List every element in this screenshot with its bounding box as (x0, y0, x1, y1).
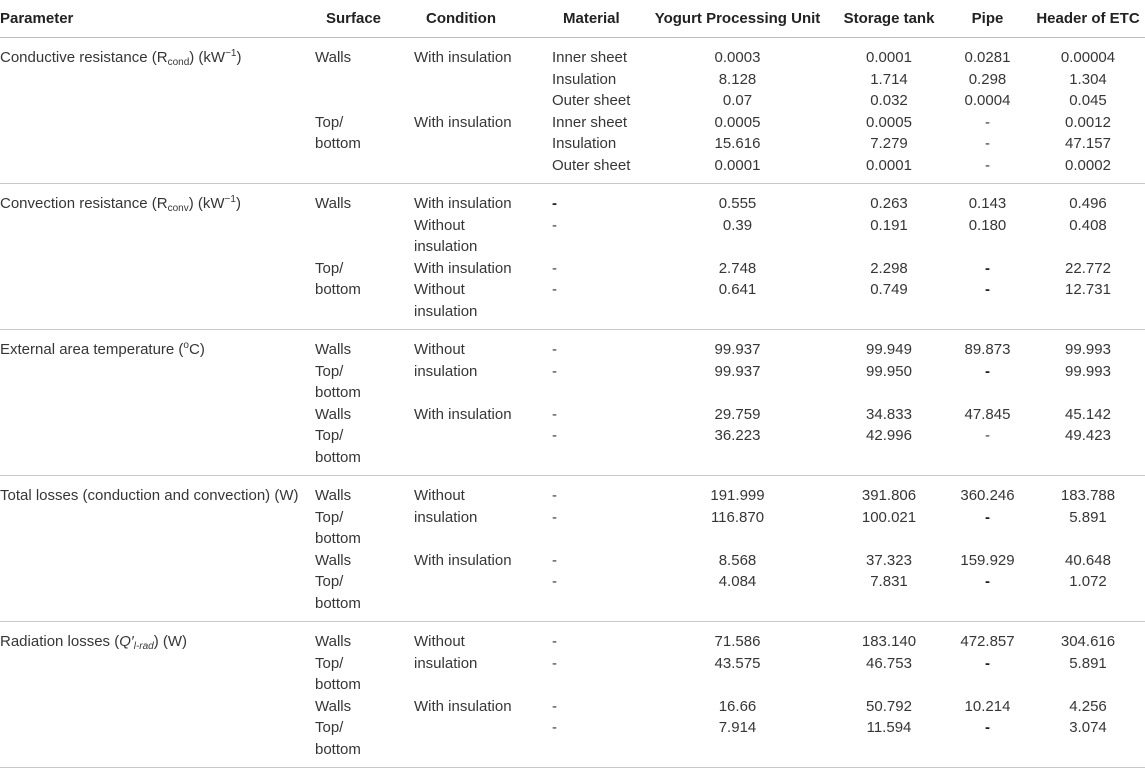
value-header-etc: 47.157 (1065, 135, 1111, 152)
value-header-etc: 40.648 (1065, 551, 1111, 569)
table-header-row (0, 0, 1145, 38)
surface-cell: Walls (315, 49, 352, 66)
parameter-text: External area temperature ( (0, 341, 184, 358)
surface-cell: Top/ bottom (315, 508, 361, 547)
section-convection-resistance (0, 184, 1145, 330)
value-yogurt-unit: 99.937 (714, 341, 761, 358)
header-header-of-etc: Header of ETC (1036, 10, 1140, 27)
condition-cell: Without insulation (414, 281, 478, 320)
value-pipe: - (985, 281, 990, 298)
material-cell: - (552, 573, 557, 590)
parameter-label: Total losses (conduction and convection) (W) (0, 487, 299, 504)
condition-cell: With insulation (414, 259, 512, 277)
value-header-etc: 99.993 (1065, 362, 1111, 380)
value-storage-tank: 7.279 (870, 135, 908, 152)
value-header-etc: 0.0002 (1065, 156, 1111, 174)
condition-cell: Without insulation (414, 487, 478, 526)
parameter-label (0, 47, 315, 69)
value-pipe: - (985, 573, 990, 590)
surface-cell: Walls (315, 697, 352, 715)
parameter-superscript: −1 (225, 48, 237, 59)
value-yogurt-unit: 8.128 (718, 70, 757, 88)
value-yogurt-unit: 8.568 (718, 551, 757, 569)
section-radiation-losses (0, 622, 1145, 768)
value-header-etc: 0.408 (1069, 216, 1107, 234)
material-cell: - (552, 633, 557, 650)
parameter-text: Radiation losses ( (0, 633, 120, 650)
surface-cell: Top/ bottom (315, 427, 361, 466)
value-pipe: 0.180 (968, 216, 1007, 234)
value-yogurt-unit: 0.0005 (714, 113, 761, 131)
value-header-etc: 0.045 (1069, 92, 1107, 109)
header-pipe: Pipe (971, 10, 1004, 27)
value-yogurt-unit: 71.586 (714, 633, 761, 650)
value-pipe: - (985, 135, 990, 152)
header-surface: Surface (326, 10, 382, 27)
value-header-etc: 45.142 (1065, 405, 1111, 423)
surface-cell: Walls (315, 195, 352, 212)
parameter-subscript: l-rad (133, 641, 154, 652)
value-header-etc: 304.616 (1060, 633, 1116, 650)
value-yogurt-unit: 15.616 (714, 135, 761, 152)
value-header-etc: 3.074 (1069, 719, 1107, 736)
value-pipe: - (985, 427, 990, 444)
value-header-etc: 0.496 (1069, 195, 1107, 212)
surface-cell: Walls (315, 551, 352, 569)
value-pipe: 47.845 (964, 405, 1011, 423)
material-cell: - (552, 654, 557, 672)
value-storage-tank: 2.298 (870, 259, 908, 277)
section-external-area-temperature (0, 330, 1145, 476)
value-header-etc: 4.256 (1069, 697, 1107, 715)
parameter-text-end: ) (W) (153, 633, 188, 650)
value-yogurt-unit: 2.748 (718, 259, 757, 277)
header-condition: Condition (426, 10, 496, 27)
value-storage-tank: 11.594 (866, 719, 912, 736)
value-yogurt-unit: 36.223 (714, 427, 761, 444)
value-header-etc: 22.772 (1065, 259, 1111, 277)
value-pipe: - (985, 719, 990, 736)
condition-cell: Without insulation (414, 341, 478, 380)
value-yogurt-unit: 4.084 (718, 573, 757, 590)
condition-cell: With insulation (414, 113, 512, 131)
material-cell: - (552, 362, 557, 380)
value-storage-tank: 99.950 (866, 362, 912, 380)
parameter-text: Convection resistance (R (0, 195, 168, 212)
value-pipe: - (985, 259, 990, 277)
value-pipe: 0.298 (968, 70, 1007, 88)
value-storage-tank: 50.792 (866, 697, 912, 715)
value-yogurt-unit: 7.914 (718, 719, 757, 736)
surface-cell: Top/ bottom (315, 573, 361, 612)
surface-cell: Top/ bottom (315, 113, 361, 152)
condition-cell: With insulation (414, 697, 512, 715)
material-cell: - (552, 551, 557, 569)
value-storage-tank: 7.831 (870, 573, 908, 590)
value-yogurt-unit: 0.0001 (714, 156, 761, 174)
parameter-label (0, 193, 315, 215)
value-header-etc: 99.993 (1065, 341, 1111, 358)
value-pipe: - (985, 654, 990, 672)
material-cell: - (552, 259, 557, 277)
material-cell: - (552, 427, 557, 444)
condition-cell: With insulation (414, 49, 512, 66)
value-storage-tank: 0.0001 (866, 156, 912, 174)
value-storage-tank: 0.749 (870, 281, 908, 298)
value-pipe: 10.214 (964, 697, 1011, 715)
value-header-etc: 49.423 (1065, 427, 1111, 444)
material-cell: - (552, 508, 557, 526)
value-pipe: - (985, 508, 990, 526)
parameter-label (0, 631, 315, 653)
material-cell: - (552, 216, 557, 234)
parameter-label (0, 339, 315, 361)
value-yogurt-unit: 0.555 (718, 195, 757, 212)
value-pipe: - (985, 113, 990, 131)
material-cell: - (552, 195, 557, 212)
material-cell: Outer sheet (552, 92, 631, 109)
header-material: Material (563, 10, 620, 27)
section-conductive-resistance (0, 38, 1145, 184)
value-yogurt-unit: 0.641 (718, 281, 757, 298)
value-storage-tank: 0.263 (870, 195, 908, 212)
surface-cell: Top/ bottom (315, 654, 361, 693)
condition-cell: With insulation (414, 195, 512, 212)
value-pipe: 0.0004 (964, 92, 1011, 109)
value-yogurt-unit: 43.575 (714, 654, 761, 672)
value-storage-tank: 183.140 (861, 633, 917, 650)
value-pipe: 159.929 (960, 551, 1015, 569)
value-storage-tank: 42.996 (866, 427, 912, 444)
parameter-superscript: o (183, 340, 189, 351)
material-cell: - (552, 341, 557, 358)
surface-cell: Top/ bottom (315, 719, 361, 758)
value-pipe: 360.246 (960, 487, 1015, 504)
value-storage-tank: 391.806 (861, 487, 917, 504)
surface-cell: Walls (315, 341, 352, 358)
condition-cell: With insulation (414, 551, 512, 569)
surface-cell: Walls (315, 405, 352, 423)
parameter-text-end: C) (188, 341, 205, 358)
parameter-text: Conductive resistance (R (0, 49, 168, 66)
value-storage-tank: 46.753 (866, 654, 912, 672)
value-storage-tank: 0.191 (870, 216, 908, 234)
value-storage-tank: 0.0005 (866, 113, 912, 131)
value-storage-tank: 34.833 (866, 405, 912, 423)
material-cell: - (552, 487, 557, 504)
material-cell: Insulation (552, 70, 617, 88)
surface-cell: Walls (315, 487, 352, 504)
value-header-etc: 5.891 (1069, 508, 1107, 526)
value-storage-tank: 0.0001 (866, 49, 912, 66)
parameter-superscript: −1 (224, 194, 236, 205)
value-yogurt-unit: 0.39 (722, 216, 753, 234)
parameter-symbol: Q′ (119, 633, 134, 650)
value-storage-tank: 100.021 (861, 508, 917, 526)
material-cell: Insulation (552, 135, 617, 152)
header-storage-tank: Storage tank (843, 10, 935, 27)
material-cell: - (552, 697, 557, 715)
parameter-text-end: ) (236, 49, 242, 66)
material-cell: Outer sheet (552, 156, 631, 174)
material-cell: - (552, 405, 557, 423)
material-cell: Inner sheet (552, 113, 628, 131)
value-pipe: 472.857 (960, 633, 1015, 650)
value-storage-tank: 0.032 (870, 92, 908, 109)
value-pipe: 89.873 (964, 341, 1011, 358)
surface-cell: Top/ bottom (315, 259, 361, 298)
surface-cell: Top/ bottom (315, 362, 361, 401)
value-pipe: 0.0281 (964, 49, 1011, 66)
condition-cell: Without insulation (414, 216, 478, 255)
value-yogurt-unit: 0.07 (722, 92, 753, 109)
header-yogurt-processing-unit: Yogurt Processing Unit (654, 10, 821, 27)
value-yogurt-unit: 16.66 (718, 697, 757, 715)
condition-cell: With insulation (414, 405, 512, 423)
value-yogurt-unit: 116.870 (710, 508, 765, 526)
value-header-etc: 5.891 (1069, 654, 1107, 672)
surface-cell: Walls (315, 633, 352, 650)
value-yogurt-unit: 0.0003 (714, 49, 761, 66)
value-pipe: - (985, 156, 990, 174)
parameter-subscript: cond (167, 57, 190, 68)
value-storage-tank: 99.949 (866, 341, 912, 358)
material-cell: - (552, 281, 557, 298)
section-total-losses (0, 476, 1145, 622)
value-header-etc: 0.00004 (1060, 49, 1116, 66)
parameter-text-middle: ) (kW (189, 49, 226, 66)
value-header-etc: 12.731 (1065, 281, 1111, 298)
value-yogurt-unit: 191.999 (710, 487, 765, 504)
value-pipe: - (985, 362, 990, 380)
condition-cell: Without insulation (414, 633, 478, 672)
parameter-text-end: ) (235, 195, 241, 212)
header-parameter: Parameter (0, 10, 74, 27)
value-header-etc: 0.0012 (1065, 113, 1111, 131)
value-pipe: 0.143 (968, 195, 1007, 212)
material-cell: Inner sheet (552, 49, 628, 66)
value-yogurt-unit: 99.937 (714, 362, 761, 380)
value-storage-tank: 1.714 (870, 70, 908, 88)
value-header-etc: 1.072 (1069, 573, 1107, 590)
material-cell: - (552, 719, 557, 736)
parameter-text-middle: ) (kW (188, 195, 225, 212)
value-storage-tank: 37.323 (866, 551, 912, 569)
value-header-etc: 1.304 (1069, 70, 1107, 88)
parameter-subscript: conv (167, 203, 189, 214)
value-yogurt-unit: 29.759 (714, 405, 761, 423)
value-header-etc: 183.788 (1060, 487, 1116, 504)
